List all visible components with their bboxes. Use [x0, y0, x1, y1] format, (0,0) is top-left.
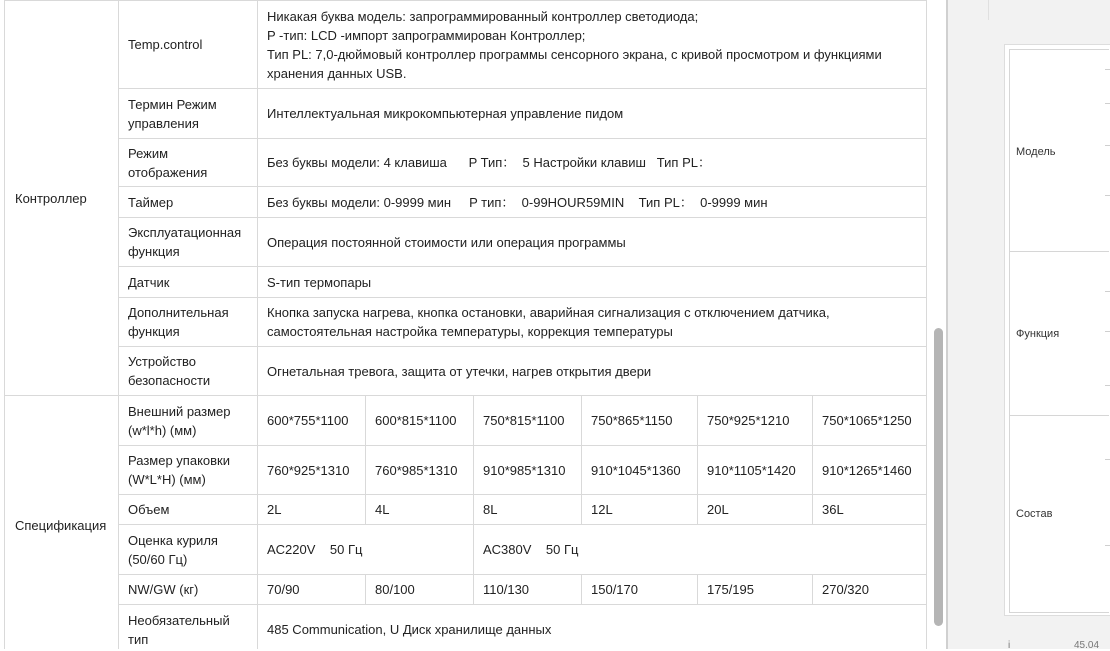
table-row: [5, 187, 927, 218]
row-label: Внешний размер (w*l*h) (мм): [119, 396, 258, 446]
divider: [1105, 103, 1110, 104]
row-label: NW/GW (кг): [119, 575, 258, 605]
row-value: Операция постоянной стоимости или операция программы: [258, 218, 927, 267]
row-value: S-тип термопары: [258, 267, 927, 298]
cell: 4L: [366, 495, 474, 525]
row-label: Устройство безопасности: [119, 347, 258, 396]
divider: [1105, 459, 1110, 460]
side-card: [1004, 44, 1110, 616]
cell: 910*1265*1460: [813, 446, 927, 495]
row-label: Таймер: [119, 187, 258, 218]
row-label: Размер упаковки (W*L*H) (мм): [119, 446, 258, 495]
side-cell-model: [1009, 49, 1109, 255]
row-value: Кнопка запуска нагрева, кнопка остановки, аварийная сигнализация с отключением датчика, самостоятельная настройка температуры, коррекция температуры: [258, 298, 927, 347]
cell: 70/90: [258, 575, 366, 605]
cell: 8L: [474, 495, 582, 525]
row-value: Интеллектуальная микрокомпьютерная управление пидом: [258, 89, 927, 139]
side-cell-composition: [1009, 415, 1109, 613]
side-label: Функция: [1016, 328, 1060, 340]
row-value: 485 Communication, U Диск хранилище данных: [258, 605, 927, 650]
table-row: [5, 218, 927, 267]
cell: 750*925*1210: [698, 396, 813, 446]
table-row: [5, 605, 927, 650]
footer-left-text: i: [1008, 640, 1011, 651]
cell: 750*865*1150: [582, 396, 698, 446]
spec-table: [4, 0, 927, 649]
cell: AC220V 50 Гц: [258, 525, 474, 575]
cell: 20L: [698, 495, 813, 525]
cell: 910*985*1310: [474, 446, 582, 495]
divider: [1105, 331, 1110, 332]
side-panel: [948, 0, 1110, 649]
table-row: [5, 267, 927, 298]
row-value: Без буквы модели: 0-9999 мин P тип： 0-99HOUR59MIN Тип PL： 0-9999 мин: [258, 187, 927, 218]
cell: 750*815*1100: [474, 396, 582, 446]
cell: AC380V 50 Гц: [474, 525, 927, 575]
row-label: Temp.control: [119, 1, 258, 89]
row-label: Датчик: [119, 267, 258, 298]
row-label: Необязательный тип: [119, 605, 258, 650]
table-row: [5, 298, 927, 347]
table-row: [5, 89, 927, 139]
table-row: [5, 1, 927, 89]
table-row: [5, 446, 927, 495]
category-specification: Спецификация: [5, 396, 119, 650]
row-label: Режим отображения: [119, 139, 258, 187]
divider: [1105, 145, 1110, 146]
side-cell-function: [1009, 251, 1109, 417]
cell: 175/195: [698, 575, 813, 605]
cell: 110/130: [474, 575, 582, 605]
cell: 750*1065*1250: [813, 396, 927, 446]
divider: [1105, 195, 1110, 196]
cell: 80/100: [366, 575, 474, 605]
cell: 910*1045*1360: [582, 446, 698, 495]
cell: 270/320: [813, 575, 927, 605]
table-row: [5, 139, 927, 187]
cell: 12L: [582, 495, 698, 525]
row-label: Термин Режим управления: [119, 89, 258, 139]
divider: [1105, 291, 1110, 292]
scrollbar-thumb[interactable]: [934, 328, 943, 626]
cell: 600*815*1100: [366, 396, 474, 446]
cell: 36L: [813, 495, 927, 525]
divider: [1105, 545, 1110, 546]
category-controller: Контроллер: [5, 1, 119, 396]
row-label: Эксплуатационная функция: [119, 218, 258, 267]
row-value: Без буквы модели: 4 клавиша P Тип： 5 Настройки клавиш Тип PL：: [258, 139, 927, 187]
side-label: Модель: [1016, 146, 1056, 158]
row-label: Объем: [119, 495, 258, 525]
table-row: [5, 396, 927, 446]
footer-right-text: 45.04: [1074, 640, 1100, 651]
row-value: Огнетальная тревога, защита от утечки, нагрев открытия двери: [258, 347, 927, 396]
divider: [1105, 69, 1110, 70]
side-label: Состав: [1016, 508, 1053, 520]
cell: 150/170: [582, 575, 698, 605]
table-row: [5, 347, 927, 396]
divider: [988, 0, 989, 20]
cell: 2L: [258, 495, 366, 525]
row-label: Оценка куриля (50/60 Гц): [119, 525, 258, 575]
divider: [1105, 385, 1110, 386]
row-label: Дополнительная функция: [119, 298, 258, 347]
row-value: Никакая буква модель: запрограммированный контроллер светодиода; P -тип: LCD -импорт запрограммирован Контроллер; Тип PL: 7,0-дюймовый контроллер программы сенсорного экрана, с кривой просмотром и функциями хранения данных USB.: [258, 1, 927, 89]
table-row: [5, 525, 927, 575]
cell: 910*1105*1420: [698, 446, 813, 495]
cell: 760*985*1310: [366, 446, 474, 495]
table-row: [5, 575, 927, 605]
cell: 600*755*1100: [258, 396, 366, 446]
table-row: [5, 495, 927, 525]
cell: 760*925*1310: [258, 446, 366, 495]
